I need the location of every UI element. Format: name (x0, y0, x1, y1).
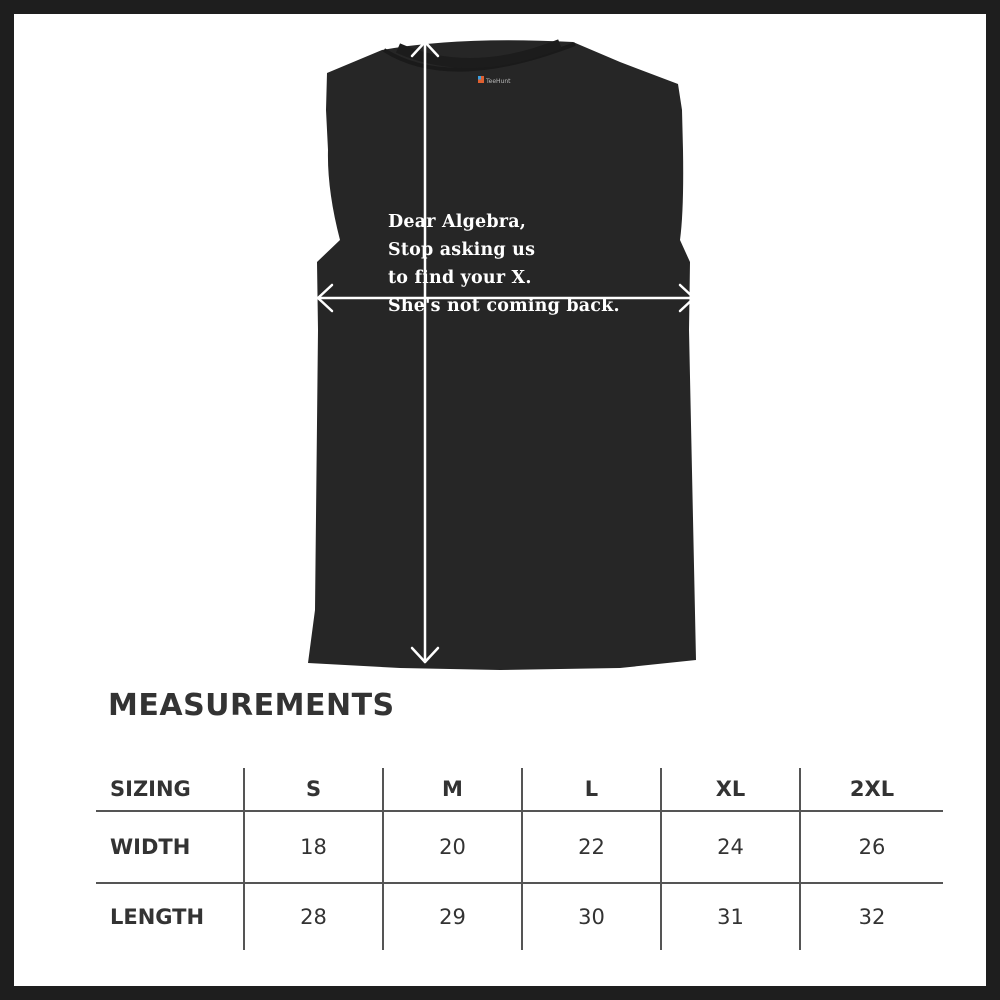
table-cell: 28 (244, 883, 383, 950)
header-cell: SIZING (96, 768, 244, 811)
table-cell: 26 (800, 811, 943, 883)
table-row (96, 811, 943, 883)
row-label: WIDTH (96, 811, 244, 883)
print-line: She's not coming back. (388, 296, 620, 316)
print-line: Dear Algebra, (388, 212, 527, 232)
brand-label: TeeHunt (486, 78, 511, 85)
table-cell: 24 (661, 811, 800, 883)
header-cell: M (383, 768, 522, 811)
table-cell: 22 (522, 811, 661, 883)
header-cell: XL (661, 768, 800, 811)
table-row (96, 883, 943, 950)
row-label: LENGTH (110, 905, 205, 929)
header-cell: S (244, 768, 383, 811)
tank-top-body (308, 40, 696, 670)
measurements-heading: MEASUREMENTS (108, 688, 395, 723)
table-cell: 31 (661, 883, 800, 950)
print-line: to find your X. (388, 268, 532, 288)
print-line: Stop asking us (388, 240, 536, 260)
shirt-print-text (388, 208, 620, 320)
header-cell: 2XL (800, 768, 943, 811)
table-cell: 20 (383, 811, 522, 883)
table-header-row (96, 768, 943, 811)
header-cell: L (522, 768, 661, 811)
table-cell: 29 (383, 883, 522, 950)
table-cell: 18 (244, 811, 383, 883)
size-chart-table (96, 768, 943, 950)
table-cell: 30 (522, 883, 661, 950)
table-cell: 32 (800, 883, 943, 950)
